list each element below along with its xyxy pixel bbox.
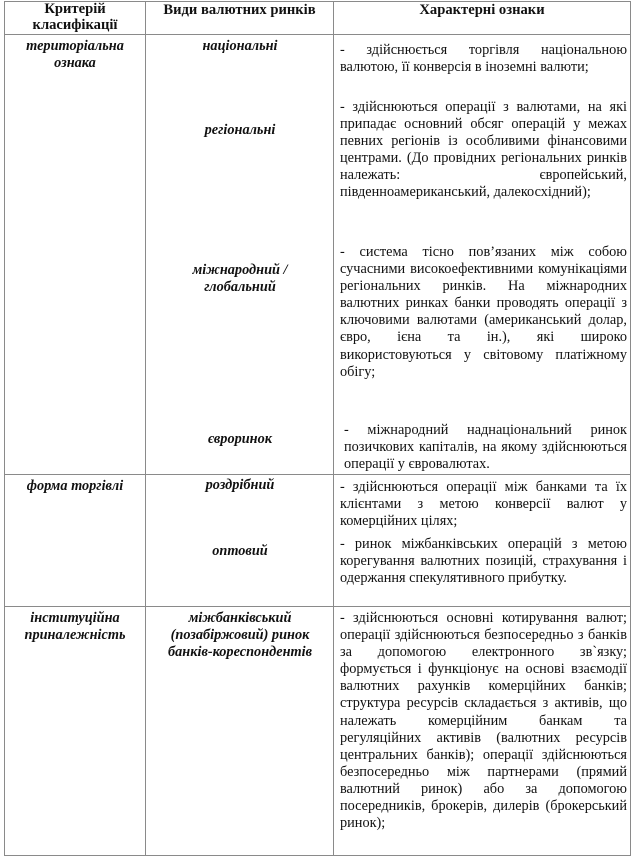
header-criterion bbox=[5, 1, 145, 33]
kind-line: банків-кореспондентів bbox=[168, 644, 312, 661]
header-criterion-line-2: класифікації bbox=[32, 17, 118, 33]
description-wholesale: - ринок міжбанківських операцій з метою корегування валютних позицій, страхування і одержання спекулятивного прибутку. bbox=[340, 536, 627, 587]
row-divider-1 bbox=[4, 474, 631, 475]
row-divider-2 bbox=[4, 606, 631, 607]
column-divider-2 bbox=[333, 1, 334, 856]
table-border-bottom bbox=[4, 855, 631, 856]
header-features: Характерні ознаки bbox=[419, 2, 545, 18]
kind-line: міжнародний / bbox=[192, 262, 288, 278]
kind-euromarket: євроринок bbox=[207, 431, 273, 447]
table-border-left bbox=[4, 1, 5, 856]
kind-interbank bbox=[148, 610, 332, 661]
criterion-line: приналежність bbox=[24, 627, 126, 644]
description-national: - здійснюється торгівля національною валютою, її конверсія в іноземні валюти; bbox=[340, 42, 627, 76]
criterion-institutional bbox=[5, 610, 145, 644]
kind-regional: регіональні bbox=[204, 122, 276, 138]
criterion-line: ознака bbox=[54, 55, 96, 72]
table-border-right bbox=[630, 1, 631, 856]
criterion-territorial bbox=[5, 38, 145, 72]
description-euromarket: - міжнародний наднаціональний ринок позичкових капіталів, на якому здійснюються операції у євровалютах. bbox=[344, 422, 627, 473]
header-criterion-line-1: Критерій bbox=[44, 1, 106, 17]
header-divider bbox=[4, 34, 631, 35]
column-divider-1 bbox=[145, 1, 146, 856]
kind-retail: роздрібний bbox=[205, 477, 275, 493]
kind-international-global bbox=[148, 262, 332, 296]
description-interbank: - здійснюються основні котирування валют; операції здійснюються безпосередньо з банків за допомогою електронного зв`язку; формується і функціонує на основі взаємодії валютних рахунків комерційних банків; структура ресурсів складається з активів, що належать комерційним банкам та регуляційних активів (валютних ресурсів центральних банків); операції здійснюються безпосередньо між партнерами (прямий валютний ринок) або за допомогою посередників, брокерів, дилерів (брокерський ринок); bbox=[340, 610, 627, 832]
kind-national: національні bbox=[202, 38, 278, 54]
header-kinds: Види валютних ринків bbox=[163, 2, 316, 18]
criterion-line: територіальна bbox=[26, 38, 124, 54]
criterion-trade-form: форма торгівлі bbox=[26, 478, 124, 494]
kind-line: (позабіржовий) ринок bbox=[170, 627, 310, 644]
description-international-global: - система тісно пов’язаних між собою сучасними високоефективними комунікаціями регіональних ринків. На міжнародних валютних ринках банки проводять операції з ключовими валютами (американський долар, євро, ієна та ін.), які широко використовуються у світовому платіжному обігу; bbox=[340, 244, 627, 380]
description-regional: - здійснюються операції з валютами, на які припадає основний обсяг операцій у межах певних регіонів із особливими фінансовими центрами. (До провідних регіональних ринків належать: європейський, південноамериканський, далекосхідний); bbox=[340, 99, 627, 201]
kind-line: глобальний bbox=[204, 279, 276, 296]
criterion-line: інституційна bbox=[30, 610, 120, 626]
kind-line: міжбанківський bbox=[188, 610, 292, 626]
kind-wholesale: оптовий bbox=[212, 543, 268, 559]
description-retail: - здійснюються операції між банками та їх клієнтами з метою конверсії валют у комерційних цілях; bbox=[340, 479, 627, 530]
